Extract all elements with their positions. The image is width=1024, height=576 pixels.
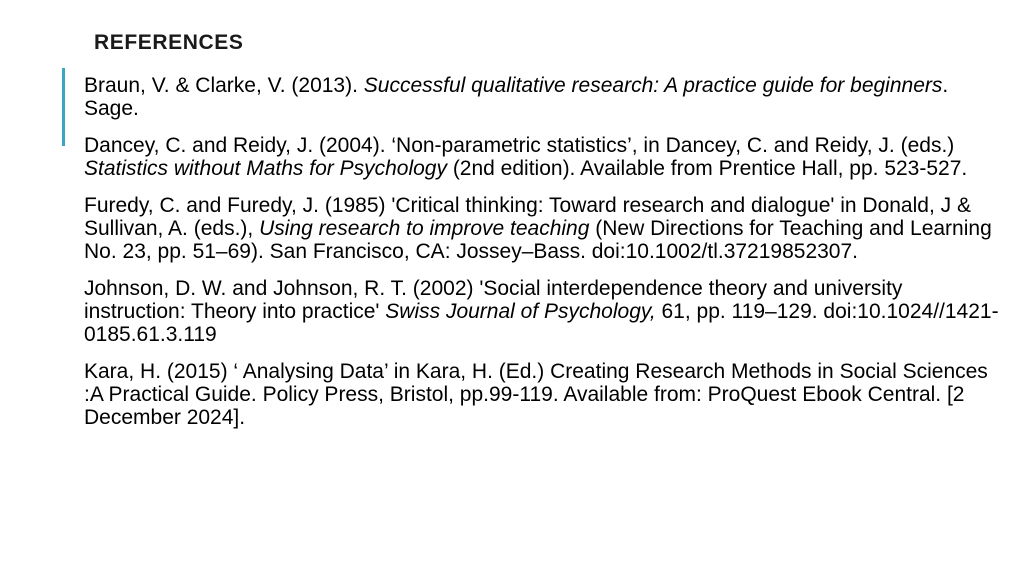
reference-text: 61, pp. 119–129. doi:10.1024//1421-0185.61.3.119 — [84, 300, 999, 346]
reference-text: . Sage. — [84, 74, 949, 120]
reference-item — [84, 360, 1004, 429]
reference-title: Using research to improve teaching — [259, 217, 590, 240]
reference-text: Braun, V. & Clarke, V. (2013). — [84, 74, 364, 97]
reference-text: Kara, H. (2015) ‘ Analysing Data’ in Kara, H. (Ed.) Creating Research Methods in Social Sciences :A Practical Guide. Policy Press, Bristol, pp.99-119. Available from: ProQuest Ebook Central. [2 December 2024]. — [84, 360, 988, 429]
reference-item — [84, 134, 1004, 180]
reference-item — [84, 277, 1004, 346]
reference-text: Dancey, C. and Reidy, J. (2004). ‘Non-parametric statistics’, in Dancey, C. and Reidy, J. (eds.) — [84, 134, 955, 157]
reference-text: (2nd edition). Available from Prentice Hall, pp. 523-527. — [446, 157, 968, 180]
reference-text: (New Directions for Teaching and Learning No. 23, pp. 51–69). San Francisco, CA: Jossey–Bass. doi:10.1002/tl.37219852307. — [84, 217, 992, 263]
reference-item — [84, 74, 1004, 120]
reference-item — [84, 194, 1004, 263]
reference-text: Johnson, D. W. and Johnson, R. T. (2002) 'Social interdependence theory and university instruction: Theory into practice' — [84, 277, 903, 323]
accent-bar — [62, 68, 65, 146]
reference-text: Furedy, C. and Furedy, J. (1985) 'Critical thinking: Toward research and dialogue' in Donald, J & Sullivan, A. (eds.), — [84, 194, 971, 240]
reference-title: Successful qualitative research: A practice guide for beginners — [363, 74, 943, 97]
page-title: REFERENCES — [94, 31, 244, 54]
reference-list — [84, 74, 1004, 443]
reference-title: Statistics without Maths for Psychology — [84, 157, 447, 180]
reference-title: Swiss Journal of Psychology, — [385, 300, 656, 323]
